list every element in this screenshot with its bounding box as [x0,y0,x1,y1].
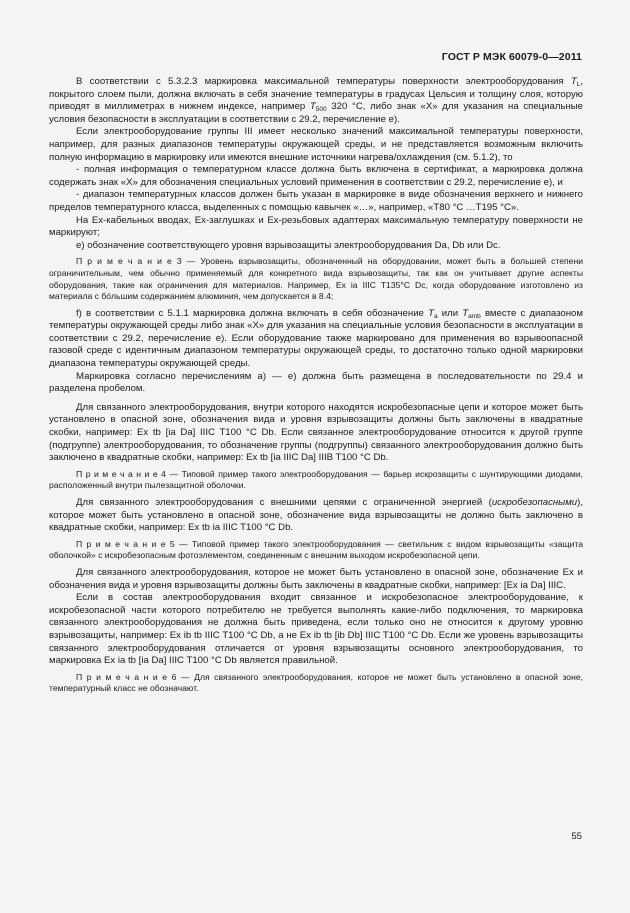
paragraph: е) обозначение соответствующего уровня взрывозащиты электрооборудования Da, Db или Dc. [76,239,501,251]
paragraph: Если в состав электрооборудования входит связанное и искробезопасное электрооборудование, к искробезопасной части которого потребителю не требуется выполнять какие-либо подключения, то маркировка связанного электрооборудования не должна быть приведена, если только оно не относится к другому уровню взрывозащиты, например: Ex ib tb IIIC T100 °C Db, а не Ex ib tb [ib Db] IIIC T100 °C Db. Если же уровень взрывозащиты связанного электрооборудования отличается от уровня взрывозащиты основного электрооборудования, то маркировка Ex ia tb [ia Da] IIIC T100 °C Db является правильной. [49,592,583,667]
paragraph-text: , покрытого слоем пыли, должна включать в себя значение температуры в градусах Цельсия и толщину слоя, которую приводят в миллиметрах в нижнем индексе, например [49,76,583,113]
paragraph: Маркировка согласно перечислениям a) — e) должна быть размещена в последовательности по 29.4 и разделена пробелом. [49,370,583,395]
note-4 [49,469,583,492]
paragraph-text: 320 °C, либо знак «X» для указания на специальные условия безопасности в эксплуатации в соответствии с 29.2, перечисление е). [49,101,583,125]
emphasis: искробезопасными [491,497,578,508]
paragraph: Если электрооборудование группы III имеет несколько значений максимальной температуры поверхности, например, для разных диапазонов температуры окружающей среды, и не представляется возможным включить полную информацию в маркировку или имеются внешние источники нагрева/охлаждения (см. 5.1.2), то [49,126,583,163]
paragraph [49,497,583,535]
subscript: L [576,81,581,88]
paragraph: Для связанного электрооборудования, внутри которого находятся искробезопасные цепи и которое может быть установлено в опасной зоне, обозначения вида и уровня взрывозащиты должны быть заключены в квадратные скобки, например: Ex tb [ia Da] IIIC T100 °C Db. Если связанное электрооборудование относится к другой группе (подгруппе) электрооборудования, то обозначение группы (подгруппы) связанного электрооборудования должно быть заключено в квадратные скобки, например: Ex tb [ia IIIC Da] IIIB T100 °C Db. [49,401,583,464]
note-text: — Уровень взрывозащиты, обозначенный на оборудовании, может быть в большей степени ограничительным, чем обычно применяемый для конкретного вида взрывозащиты, так как он учитывает другие аспекты оборудования, такие как ограничения для материалов. Например, Ex ia IIIC T135°C Dc, когда оборудование изготовлено из материала с бóльшим содержанием алюминия, чем допускается в 8.4; [49,256,584,302]
paragraph [49,76,583,126]
subscript: 500 [315,106,327,114]
subscript: amb [468,312,481,320]
note-text: — Для связанного электрооборудования, которое не может быть установлено в опасной зоне, температурный класс не обозначают. [49,671,583,694]
symbol: T [428,307,434,319]
document-id: ГОСТ Р МЭК 60079-0—2011 [441,51,582,63]
paragraph: - диапазон температурных классов должен быть указан в маркировке в виде обозначения верхнего и нижнего пределов температурного класса, выделенных с помощью кавычек «…», например, «T80 °C …T195 °C». [49,189,583,213]
paragraph-text: Для связанного электрооборудования с внешними цепями с ограниченной энергией ( [76,497,492,508]
symbol: T [309,101,316,113]
paragraph: - полная информация о температурном классе должна быть включена в сертификат, а маркировка должна содержать знак «X» для обозначения специальных условий применения в соответствии с 29.2, перечисление е), и [49,164,583,188]
page-number: 55 [571,831,582,842]
paragraph: Для связанного электрооборудования, которое не может быть установлено в опасной зоне, обозначение Ex и обозначения вида и уровня взрывозащиты должны быть заключены в квадратные скобки, например: [Ex ia Da] IIIC. [49,566,583,591]
note-3 [49,256,583,302]
note-label: П р и м е ч а н и е 4 [76,468,166,479]
note-text: — Типовой пример такого электрооборудования — барьер искрозащиты с шунтирующими диодами, расположенный внутри пылезащитной оболочки. [49,468,584,491]
paragraph: На Ex-кабельных вводах, Ex-заглушках и Ex-резьбовых адаптерах максимальную температуру поверхности не маркируют; [49,214,583,239]
note-5 [49,539,583,562]
subscript: a [433,312,438,320]
note-label: П р и м е ч а н и е 5 [76,538,175,549]
paragraph-text: вместе с диапазоном температуры окружающей среды либо знак «X» для указания на специальные условия безопасности в эксплуатации в соответствии с 29.2, перечисление е). Если оборудование также маркировано для применения во взрывоопасной газовой среде с идентичным диапазоном температуры окружающей среды, то достаточно только одной маркировки диапазона температуры окружающей среды. [49,307,583,370]
document-body [49,76,583,700]
symbol: T [570,76,577,87]
paragraph-text: В соответствии с 5.3.2.3 маркировка максимальной температуры поверхности электрооборудования [76,76,571,87]
note-label: П р и м е ч а н и е 3 [76,256,182,267]
symbol: T [462,307,469,319]
paragraph-text: ), которое может быть установлено в опасной зоне, обозначение вида взрывозащиты не должно быть заключено в квадратные скобки, например: Ex tb ia IIIC T100 °C Db. [49,497,583,534]
paragraph-text: или [437,307,463,319]
note-6 [49,672,583,695]
note-text: — Типовой пример такого электрооборудования — светильник с видом взрывозащиты «защита оболочкой» с искробезопасным фотоэлементом, соединенным с внешним выходом искробезопасной цепи. [49,538,583,561]
paragraph [49,308,583,371]
paragraph-text: f) в соответствии с 5.1.1 маркировка должна включать в себя обозначение [76,307,429,319]
note-label: П р и м е ч а н и е 6 [76,671,177,682]
